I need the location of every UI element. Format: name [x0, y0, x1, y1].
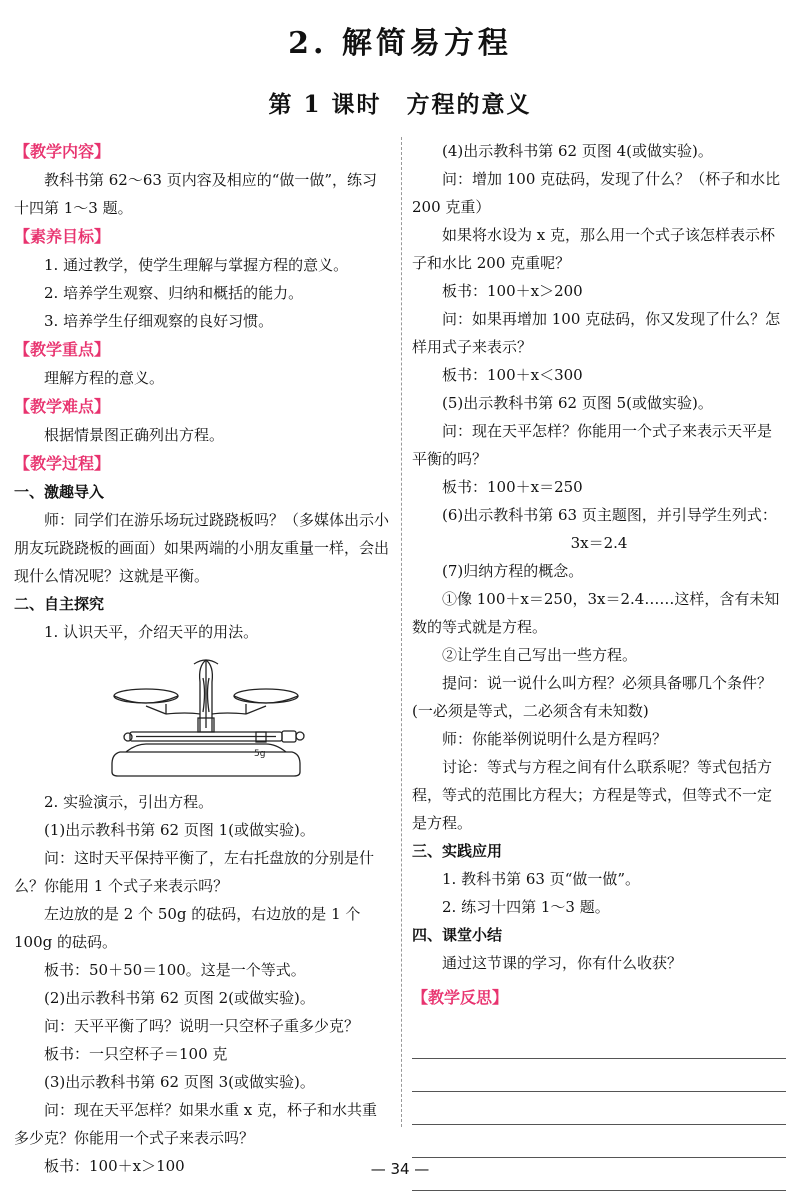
experiment-4-board-2: 板书：100＋x＜300 — [442, 366, 583, 384]
concept-2: ②让学生自己写出一些方程。 — [442, 646, 638, 664]
section-summary: 四、课堂小结 — [412, 926, 503, 944]
experiment-1: (1)出示教科书第 62 页图 1(或做实验)。 — [44, 821, 315, 839]
concept-discussion: 讨论：等式与方程之间有什么联系呢？等式包括方程，等式的范围比方程大；方程是等式，但等式不一定是方程。 — [412, 758, 773, 832]
reflection-line — [412, 1125, 786, 1158]
section-intro: 一、激趣导入 — [14, 483, 105, 501]
teaching-content-text: 教科书第 62～63 页内容及相应的“做一做”，练习十四第 1～3 题。 — [14, 171, 378, 217]
right-column — [412, 137, 786, 1191]
concept-question: 提问：说一说什么叫方程？必须具备哪几个条件？(一必须是等式，二必须含有未知数) — [412, 674, 773, 720]
goal-item: 2. 培养学生观察、归纳和概括的能力。 — [44, 284, 304, 302]
explore-step-1: 1. 认识天平，介绍天平的用法。 — [44, 623, 259, 641]
experiment-2-board: 板书：一只空杯子＝100 克 — [44, 1045, 228, 1063]
left-column — [14, 137, 390, 1180]
practice-item: 2. 练习十四第 1～3 题。 — [442, 898, 610, 916]
heading-key-point: 【教学重点】 — [14, 340, 111, 359]
page-number: — 34 — — [370, 1160, 430, 1178]
experiment-4-question: 问：增加 100 克砝码，发现了什么？（杯子和水比 200 克重） — [412, 170, 781, 216]
goal-item: 3. 培养学生仔细观察的良好习惯。 — [44, 312, 274, 330]
heading-teaching-content: 【教学内容】 — [14, 142, 111, 161]
experiment-4-question-2: 如果将水设为 x 克，那么用一个式子该怎样表示杯子和水比 200 克重呢？ — [412, 226, 775, 272]
concept-1: ①像 100＋x＝250，3x＝2.4……这样，含有未知数的等式就是方程。 — [412, 590, 780, 636]
heading-process: 【教学过程】 — [14, 454, 111, 473]
intro-text: 师：同学们在游乐场玩过跷跷板吗？（多媒体出示小朋友玩跷跷板的画面）如果两端的小朋友重量一样，会出现什么情况呢？这就是平衡。 — [14, 511, 390, 585]
reflection-line — [412, 1092, 786, 1125]
experiment-2: (2)出示教科书第 62 页图 2(或做实验)。 — [44, 989, 315, 1007]
reflection-line — [412, 1059, 786, 1092]
section-practice: 三、实践应用 — [412, 842, 503, 860]
experiment-4: (4)出示教科书第 62 页图 4(或做实验)。 — [442, 142, 713, 160]
experiment-3-question: 问：现在天平怎样？如果水重 x 克，杯子和水共重多少克？你能用一个式子来表示吗？ — [14, 1101, 377, 1147]
difficulty-text: 根据情景图正确列出方程。 — [44, 426, 225, 444]
column-divider — [401, 137, 402, 1127]
experiment-3-board: 板书：100＋x＞100 — [44, 1157, 185, 1175]
explore-step-2: 2. 实验演示，引出方程。 — [44, 793, 214, 811]
reflection-line — [412, 1026, 786, 1059]
lesson-title: 第 1 课时 方程的意义 — [268, 91, 532, 118]
section-explore: 二、自主探究 — [14, 595, 105, 613]
experiment-1-answer: 左边放的是 2 个 50g 的砝码，右边放的是 1 个 100g 的砝码。 — [14, 905, 361, 951]
balance-scale-icon — [106, 652, 306, 780]
page-title: 2. 解简易方程 — [288, 26, 512, 61]
experiment-5-question: 问：现在天平怎样？你能用一个式子来表示天平是平衡的吗？ — [412, 422, 773, 468]
experiment-6: (6)出示教科书第 63 页主题图，并引导学生列式： — [442, 506, 777, 524]
heading-goals: 【素养目标】 — [14, 227, 111, 246]
balance-scale-figure — [106, 652, 306, 780]
experiment-6-formula: 3x＝2.4 — [570, 534, 628, 552]
heading-difficulty: 【教学难点】 — [14, 397, 111, 416]
key-point-text: 理解方程的意义。 — [44, 369, 165, 387]
scale-weight-label: 5g — [254, 749, 266, 759]
experiment-5-board: 板书：100＋x＝250 — [442, 478, 583, 496]
experiment-4-question-3: 问：如果再增加 100 克砝码，你又发现了什么？怎样用式子来表示？ — [412, 310, 781, 356]
experiment-1-board: 板书：50＋50＝100。这是一个等式。 — [44, 961, 306, 979]
experiment-1-question: 问：这时天平保持平衡了，左右托盘放的分别是什么？你能用 1 个式子来表示吗？ — [14, 849, 375, 895]
experiment-5: (5)出示教科书第 62 页图 5(或做实验)。 — [442, 394, 713, 412]
goal-item: 1. 通过教学，使学生理解与掌握方程的意义。 — [44, 256, 349, 274]
experiment-7: (7)归纳方程的概念。 — [442, 562, 584, 580]
practice-item: 1. 教科书第 63 页“做一做”。 — [442, 870, 641, 888]
experiment-4-board: 板书：100＋x＞200 — [442, 282, 583, 300]
summary-text: 通过这节课的学习，你有什么收获？ — [442, 954, 683, 972]
heading-reflection: 【教学反思】 — [412, 988, 509, 1007]
experiment-2-question: 问：天平平衡了吗？说明一只空杯子重多少克？ — [44, 1017, 360, 1035]
concept-example: 师：你能举例说明什么是方程吗？ — [442, 730, 668, 748]
experiment-3: (3)出示教科书第 62 页图 3(或做实验)。 — [44, 1073, 315, 1091]
